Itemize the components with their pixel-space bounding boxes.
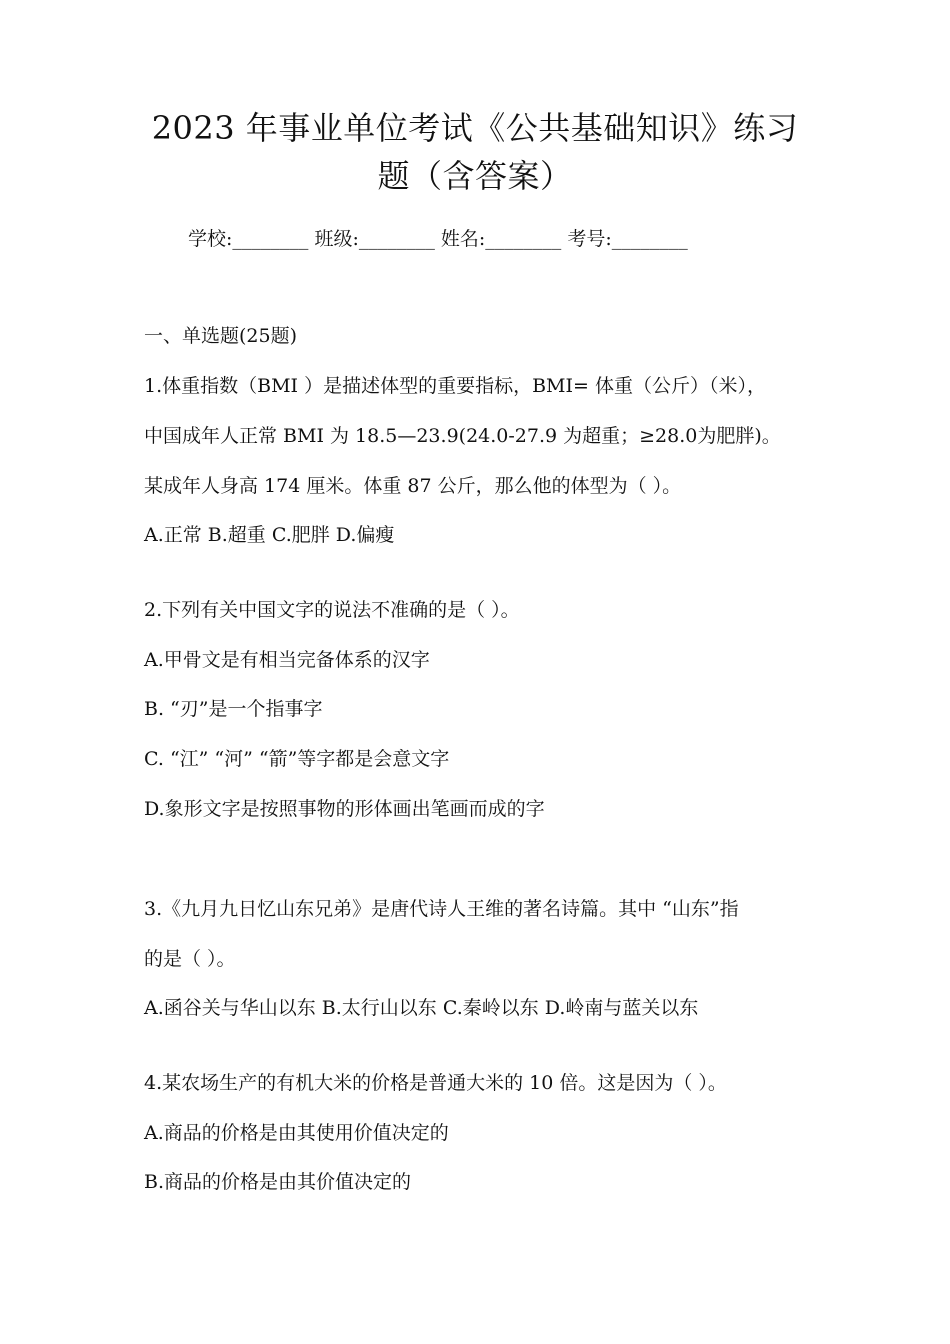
student-info-line: 学校:________ 班级:________ 姓名:________ 考号:________	[188, 228, 688, 250]
document-title-line-1: 2023 年事业单位考试《公共基础知识》练习	[151, 109, 799, 147]
question-1-line-3: 某成年人身高 174 厘米。体重 87 公斤，那么他的体型为（ ）。	[144, 475, 682, 497]
question-4-option-b: B.商品的价格是由其价值决定的	[144, 1171, 412, 1193]
question-1-line-2: 中国成年人正常 BMI 为 18.5—23.9(24.0-27.9 为超重；≥28.0为肥胖)。	[144, 425, 781, 447]
question-1-line-1: 1.体重指数（BMI ）是描述体型的重要指标，BMI= 体重（公斤）（米），	[144, 375, 766, 397]
question-4-stem: 4.某农场生产的有机大米的价格是普通大米的 10 倍。这是因为（ ）。	[144, 1072, 727, 1094]
question-2-stem: 2.下列有关中国文字的说法不准确的是（ ）。	[144, 599, 520, 621]
question-2-option-b: B. “刃”是一个指事字	[144, 698, 323, 720]
question-3-line-1: 3.《九月九日忆山东兄弟》是唐代诗人王维的著名诗篇。其中 “山东”指	[144, 898, 739, 920]
question-2-option-c: C. “江” “河” “箭”等字都是会意文字	[144, 748, 450, 770]
question-2-option-d: D.象形文字是按照事物的形体画出笔画而成的字	[144, 798, 545, 820]
question-2-option-a: A.甲骨文是有相当完备体系的汉字	[144, 649, 430, 671]
question-4-option-a: A.商品的价格是由其使用价值决定的	[144, 1122, 449, 1144]
document-title-line-2: 题（含答案）	[377, 157, 573, 195]
section-heading: 一、单选题(25题)	[144, 325, 298, 347]
question-3-line-2: 的是（ ）。	[144, 948, 236, 970]
question-3-options: A.函谷关与华山以东 B.太行山以东 C.秦岭以东 D.岭南与蓝关以东	[144, 997, 699, 1019]
question-1-options: A.正常 B.超重 C.肥胖 D.偏瘦	[144, 524, 395, 546]
